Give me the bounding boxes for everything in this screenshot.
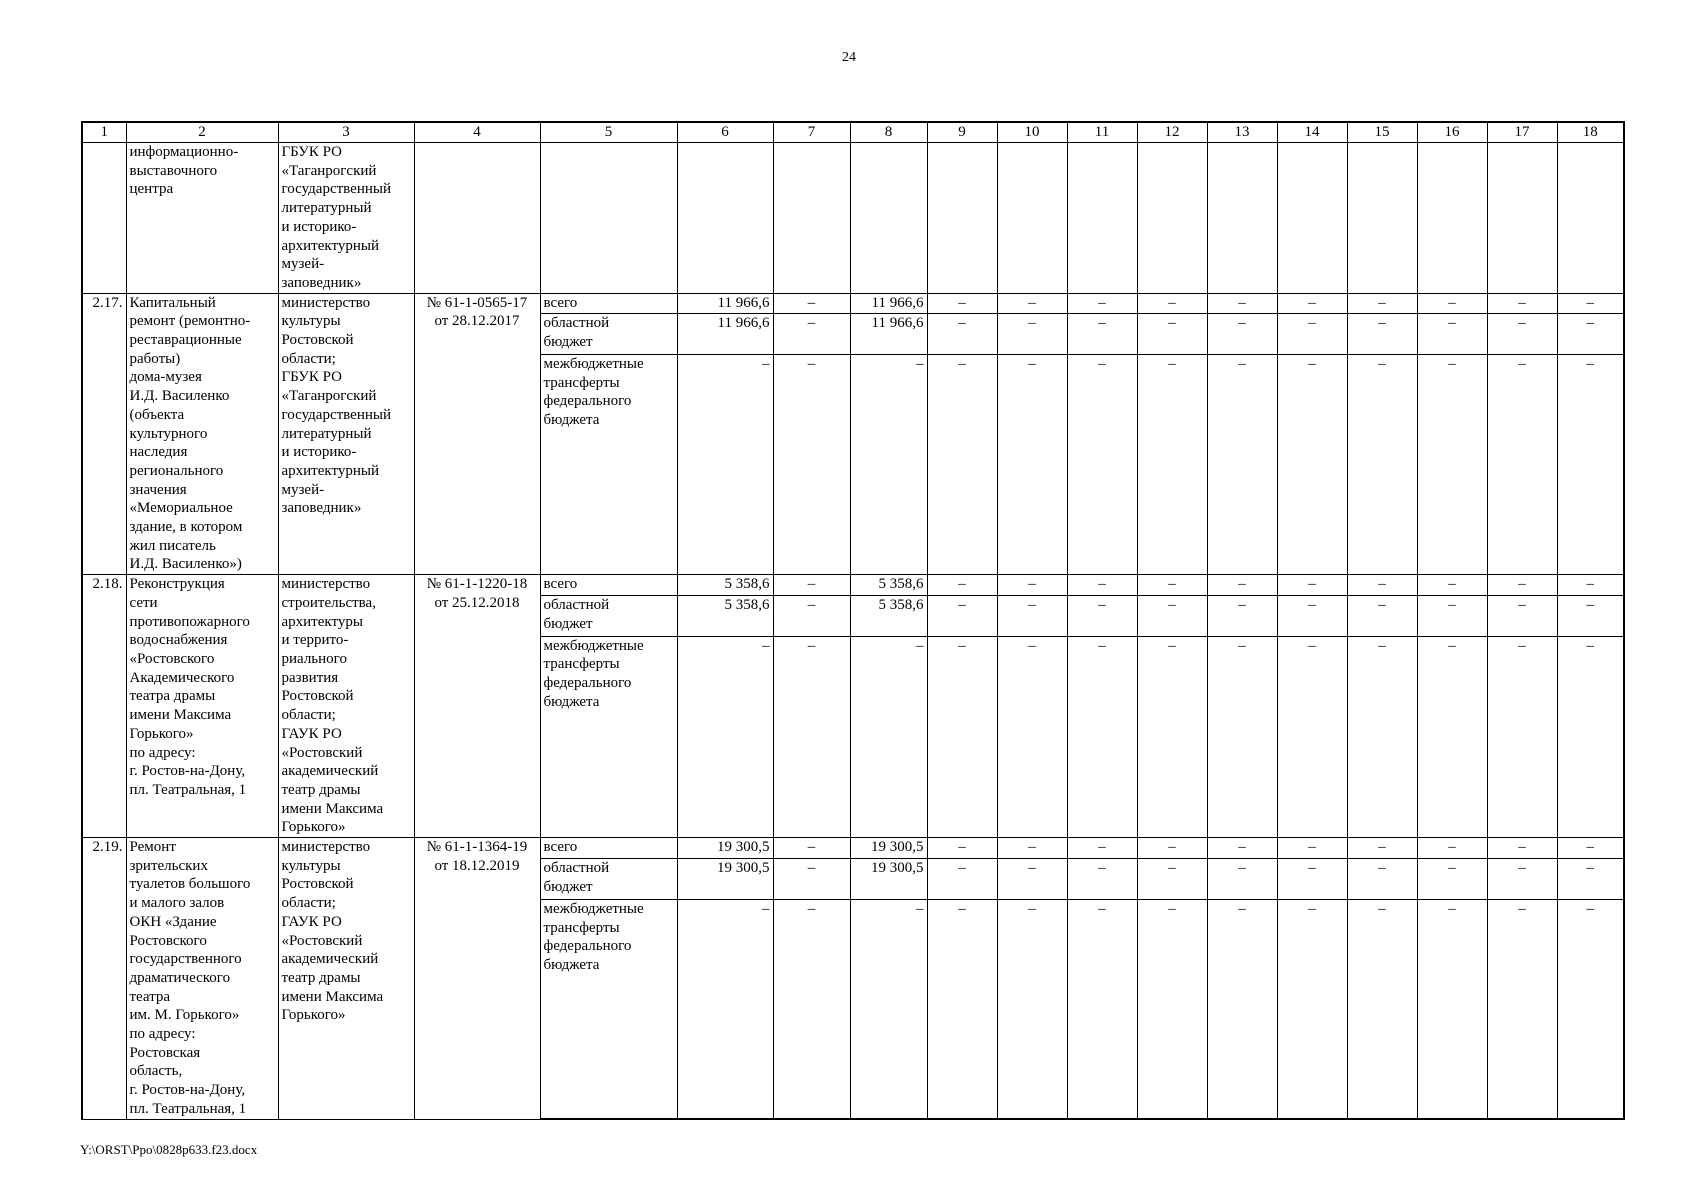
total-value: 11 966,6: [677, 314, 773, 354]
empty-cell: [540, 143, 677, 294]
empty-cell: [414, 143, 540, 294]
total-value: 19 300,5: [677, 859, 773, 900]
total-value: 19 300,5: [677, 838, 773, 859]
row-number: 2.17.: [82, 293, 126, 575]
value-col-8: 11 966,6: [850, 293, 927, 314]
total-value: 5 358,6: [677, 596, 773, 637]
value-col-17: –: [1487, 314, 1557, 354]
value-col-9: –: [927, 859, 997, 900]
empty-cell: [1487, 143, 1557, 294]
value-col-8: 19 300,5: [850, 859, 927, 900]
column-number: 14: [1277, 122, 1347, 143]
funding-source: всего: [540, 293, 677, 314]
value-col-17: –: [1487, 859, 1557, 900]
value-col-10: –: [997, 354, 1067, 574]
value-col-15: –: [1347, 636, 1417, 837]
funding-source: всего: [540, 575, 677, 596]
page-number: 24: [842, 50, 856, 65]
row-number: 2.19.: [82, 838, 126, 1120]
column-number: 3: [278, 122, 414, 143]
empty-cell: [997, 143, 1067, 294]
column-number: 1: [82, 122, 126, 143]
value-col-9: –: [927, 354, 997, 574]
organization-cell: ГБУК РО «Таганрогский государственный литературный и историко- архитектурный музей- заповедник»: [278, 143, 414, 294]
value-col-16: –: [1417, 596, 1487, 637]
value-col-7: –: [773, 314, 850, 354]
value-col-17: –: [1487, 636, 1557, 837]
value-col-18: –: [1557, 293, 1624, 314]
column-number: 9: [927, 122, 997, 143]
value-col-18: –: [1557, 596, 1624, 637]
value-col-16: –: [1417, 636, 1487, 837]
value-col-10: –: [997, 838, 1067, 859]
value-col-15: –: [1347, 838, 1417, 859]
value-col-10: –: [997, 314, 1067, 354]
funding-source: областной бюджет: [540, 596, 677, 637]
column-number: 7: [773, 122, 850, 143]
value-col-13: –: [1207, 314, 1277, 354]
column-number: 18: [1557, 122, 1624, 143]
value-col-18: –: [1557, 899, 1624, 1119]
value-col-7: –: [773, 293, 850, 314]
value-col-14: –: [1277, 575, 1347, 596]
value-col-14: –: [1277, 314, 1347, 354]
value-col-8: 5 358,6: [850, 575, 927, 596]
value-col-13: –: [1207, 354, 1277, 574]
value-col-9: –: [927, 293, 997, 314]
column-number: 4: [414, 122, 540, 143]
value-col-16: –: [1417, 899, 1487, 1119]
value-col-14: –: [1277, 899, 1347, 1119]
total-value: 11 966,6: [677, 293, 773, 314]
value-col-13: –: [1207, 575, 1277, 596]
value-col-15: –: [1347, 314, 1417, 354]
column-number: 6: [677, 122, 773, 143]
value-col-10: –: [997, 293, 1067, 314]
value-col-12: –: [1137, 859, 1207, 900]
table-row: [82, 293, 1624, 314]
value-col-7: –: [773, 354, 850, 574]
value-col-16: –: [1417, 575, 1487, 596]
funding-source: всего: [540, 838, 677, 859]
value-col-8: 5 358,6: [850, 596, 927, 637]
value-col-13: –: [1207, 899, 1277, 1119]
value-col-7: –: [773, 596, 850, 637]
value-col-18: –: [1557, 354, 1624, 574]
value-col-14: –: [1277, 596, 1347, 637]
value-col-7: –: [773, 859, 850, 900]
column-number: 8: [850, 122, 927, 143]
value-col-12: –: [1137, 596, 1207, 637]
total-value: –: [677, 899, 773, 1119]
value-col-16: –: [1417, 838, 1487, 859]
value-col-17: –: [1487, 899, 1557, 1119]
value-col-17: –: [1487, 293, 1557, 314]
empty-cell: [1557, 143, 1624, 294]
column-number: 15: [1347, 122, 1417, 143]
value-col-15: –: [1347, 899, 1417, 1119]
funding-source: межбюджетные трансферты федерального бюджета: [540, 354, 677, 574]
row-number: 2.18.: [82, 575, 126, 838]
empty-cell: [850, 143, 927, 294]
document-number: № 61-1-0565-17 от 28.12.2017: [414, 293, 540, 575]
value-col-17: –: [1487, 838, 1557, 859]
value-col-13: –: [1207, 636, 1277, 837]
document-number: № 61-1-1220-18 от 25.12.2018: [414, 575, 540, 838]
value-col-11: –: [1067, 354, 1137, 574]
value-col-14: –: [1277, 354, 1347, 574]
empty-cell: [1137, 143, 1207, 294]
value-col-11: –: [1067, 314, 1137, 354]
object-name: Ремонт зрительских туалетов большого и малого залов ОКН «Здание Ростовского государственного драматического театра им. М. Горького» по адресу: Ростовская область, г. Ростов-на-Дону, пл. Театральная, 1: [126, 838, 278, 1120]
empty-cell: [927, 143, 997, 294]
column-number: 13: [1207, 122, 1277, 143]
file-path-footer: Y:\ORST\Ppo\0828p633.f23.docx: [80, 1142, 258, 1157]
column-number: 10: [997, 122, 1067, 143]
value-col-9: –: [927, 636, 997, 837]
value-col-8: –: [850, 899, 927, 1119]
value-col-14: –: [1277, 838, 1347, 859]
value-col-9: –: [927, 899, 997, 1119]
value-col-11: –: [1067, 899, 1137, 1119]
value-col-13: –: [1207, 596, 1277, 637]
value-col-7: –: [773, 636, 850, 837]
value-col-8: 19 300,5: [850, 838, 927, 859]
value-col-11: –: [1067, 859, 1137, 900]
object-name-cell: информационно- выставочного центра: [126, 143, 278, 294]
table-row: [82, 575, 1624, 596]
value-col-9: –: [927, 314, 997, 354]
value-col-7: –: [773, 899, 850, 1119]
value-col-11: –: [1067, 293, 1137, 314]
budget-table: [81, 121, 1625, 1120]
total-value: 5 358,6: [677, 575, 773, 596]
value-col-7: –: [773, 838, 850, 859]
empty-cell: [773, 143, 850, 294]
table-row: [82, 838, 1624, 859]
empty-cell: [1207, 143, 1277, 294]
value-col-10: –: [997, 899, 1067, 1119]
value-col-15: –: [1347, 575, 1417, 596]
value-col-13: –: [1207, 859, 1277, 900]
column-number: 5: [540, 122, 677, 143]
value-col-14: –: [1277, 859, 1347, 900]
continuation-row: [82, 143, 1624, 294]
funding-source: областной бюджет: [540, 859, 677, 900]
empty-cell: [1417, 143, 1487, 294]
row-number-cell: [82, 143, 126, 294]
value-col-16: –: [1417, 293, 1487, 314]
value-col-15: –: [1347, 354, 1417, 574]
organization: министерство строительства, архитектуры и террито- риального развития Ростовской области; ГАУК РО «Ростовский академический театр драмы имени Максима Горького»: [278, 575, 414, 838]
value-col-18: –: [1557, 575, 1624, 596]
total-value: –: [677, 354, 773, 574]
value-col-7: –: [773, 575, 850, 596]
value-col-18: –: [1557, 859, 1624, 900]
funding-source: межбюджетные трансферты федерального бюджета: [540, 636, 677, 837]
value-col-10: –: [997, 859, 1067, 900]
column-number: 11: [1067, 122, 1137, 143]
value-col-11: –: [1067, 838, 1137, 859]
object-name: Реконструкция сети противопожарного водоснабжения «Ростовского Академического театра драмы имени Максима Горького» по адресу: г. Ростов-на-Дону, пл. Театральная, 1: [126, 575, 278, 838]
value-col-18: –: [1557, 636, 1624, 837]
value-col-12: –: [1137, 575, 1207, 596]
value-col-12: –: [1137, 899, 1207, 1119]
value-col-12: –: [1137, 636, 1207, 837]
value-col-11: –: [1067, 636, 1137, 837]
value-col-16: –: [1417, 354, 1487, 574]
value-col-8: 11 966,6: [850, 314, 927, 354]
organization: министерство культуры Ростовской области; ГБУК РО «Таганрогский государственный литературный и историко- архитектурный музей- заповедник»: [278, 293, 414, 575]
value-col-10: –: [997, 636, 1067, 837]
value-col-10: –: [997, 596, 1067, 637]
column-number: 16: [1417, 122, 1487, 143]
column-number: 17: [1487, 122, 1557, 143]
total-value: –: [677, 636, 773, 837]
empty-cell: [1067, 143, 1137, 294]
column-number: 12: [1137, 122, 1207, 143]
value-col-17: –: [1487, 596, 1557, 637]
value-col-16: –: [1417, 314, 1487, 354]
organization: министерство культуры Ростовской области; ГАУК РО «Ростовский академический театр драмы имени Максима Горького»: [278, 838, 414, 1120]
empty-cell: [1347, 143, 1417, 294]
value-col-14: –: [1277, 293, 1347, 314]
value-col-17: –: [1487, 354, 1557, 574]
value-col-15: –: [1347, 859, 1417, 900]
value-col-12: –: [1137, 293, 1207, 314]
value-col-15: –: [1347, 293, 1417, 314]
value-col-11: –: [1067, 575, 1137, 596]
value-col-12: –: [1137, 838, 1207, 859]
object-name: Капитальный ремонт (ремонтно- реставрационные работы) дома-музея И.Д. Василенко (объекта культурного наследия регионального значения «Мемориальное здание, в котором жил писатель И.Д. Василенко»): [126, 293, 278, 575]
funding-source: межбюджетные трансферты федерального бюджета: [540, 899, 677, 1119]
value-col-9: –: [927, 838, 997, 859]
value-col-12: –: [1137, 314, 1207, 354]
value-col-18: –: [1557, 314, 1624, 354]
value-col-13: –: [1207, 838, 1277, 859]
value-col-11: –: [1067, 596, 1137, 637]
column-number: 2: [126, 122, 278, 143]
value-col-13: –: [1207, 293, 1277, 314]
empty-cell: [677, 143, 773, 294]
value-col-9: –: [927, 575, 997, 596]
funding-source: областной бюджет: [540, 314, 677, 354]
value-col-10: –: [997, 575, 1067, 596]
column-number-row: [82, 122, 1624, 143]
empty-cell: [1277, 143, 1347, 294]
value-col-18: –: [1557, 838, 1624, 859]
value-col-9: –: [927, 596, 997, 637]
value-col-8: –: [850, 354, 927, 574]
value-col-15: –: [1347, 596, 1417, 637]
value-col-17: –: [1487, 575, 1557, 596]
value-col-12: –: [1137, 354, 1207, 574]
value-col-8: –: [850, 636, 927, 837]
value-col-14: –: [1277, 636, 1347, 837]
value-col-16: –: [1417, 859, 1487, 900]
document-number: № 61-1-1364-19 от 18.12.2019: [414, 838, 540, 1120]
